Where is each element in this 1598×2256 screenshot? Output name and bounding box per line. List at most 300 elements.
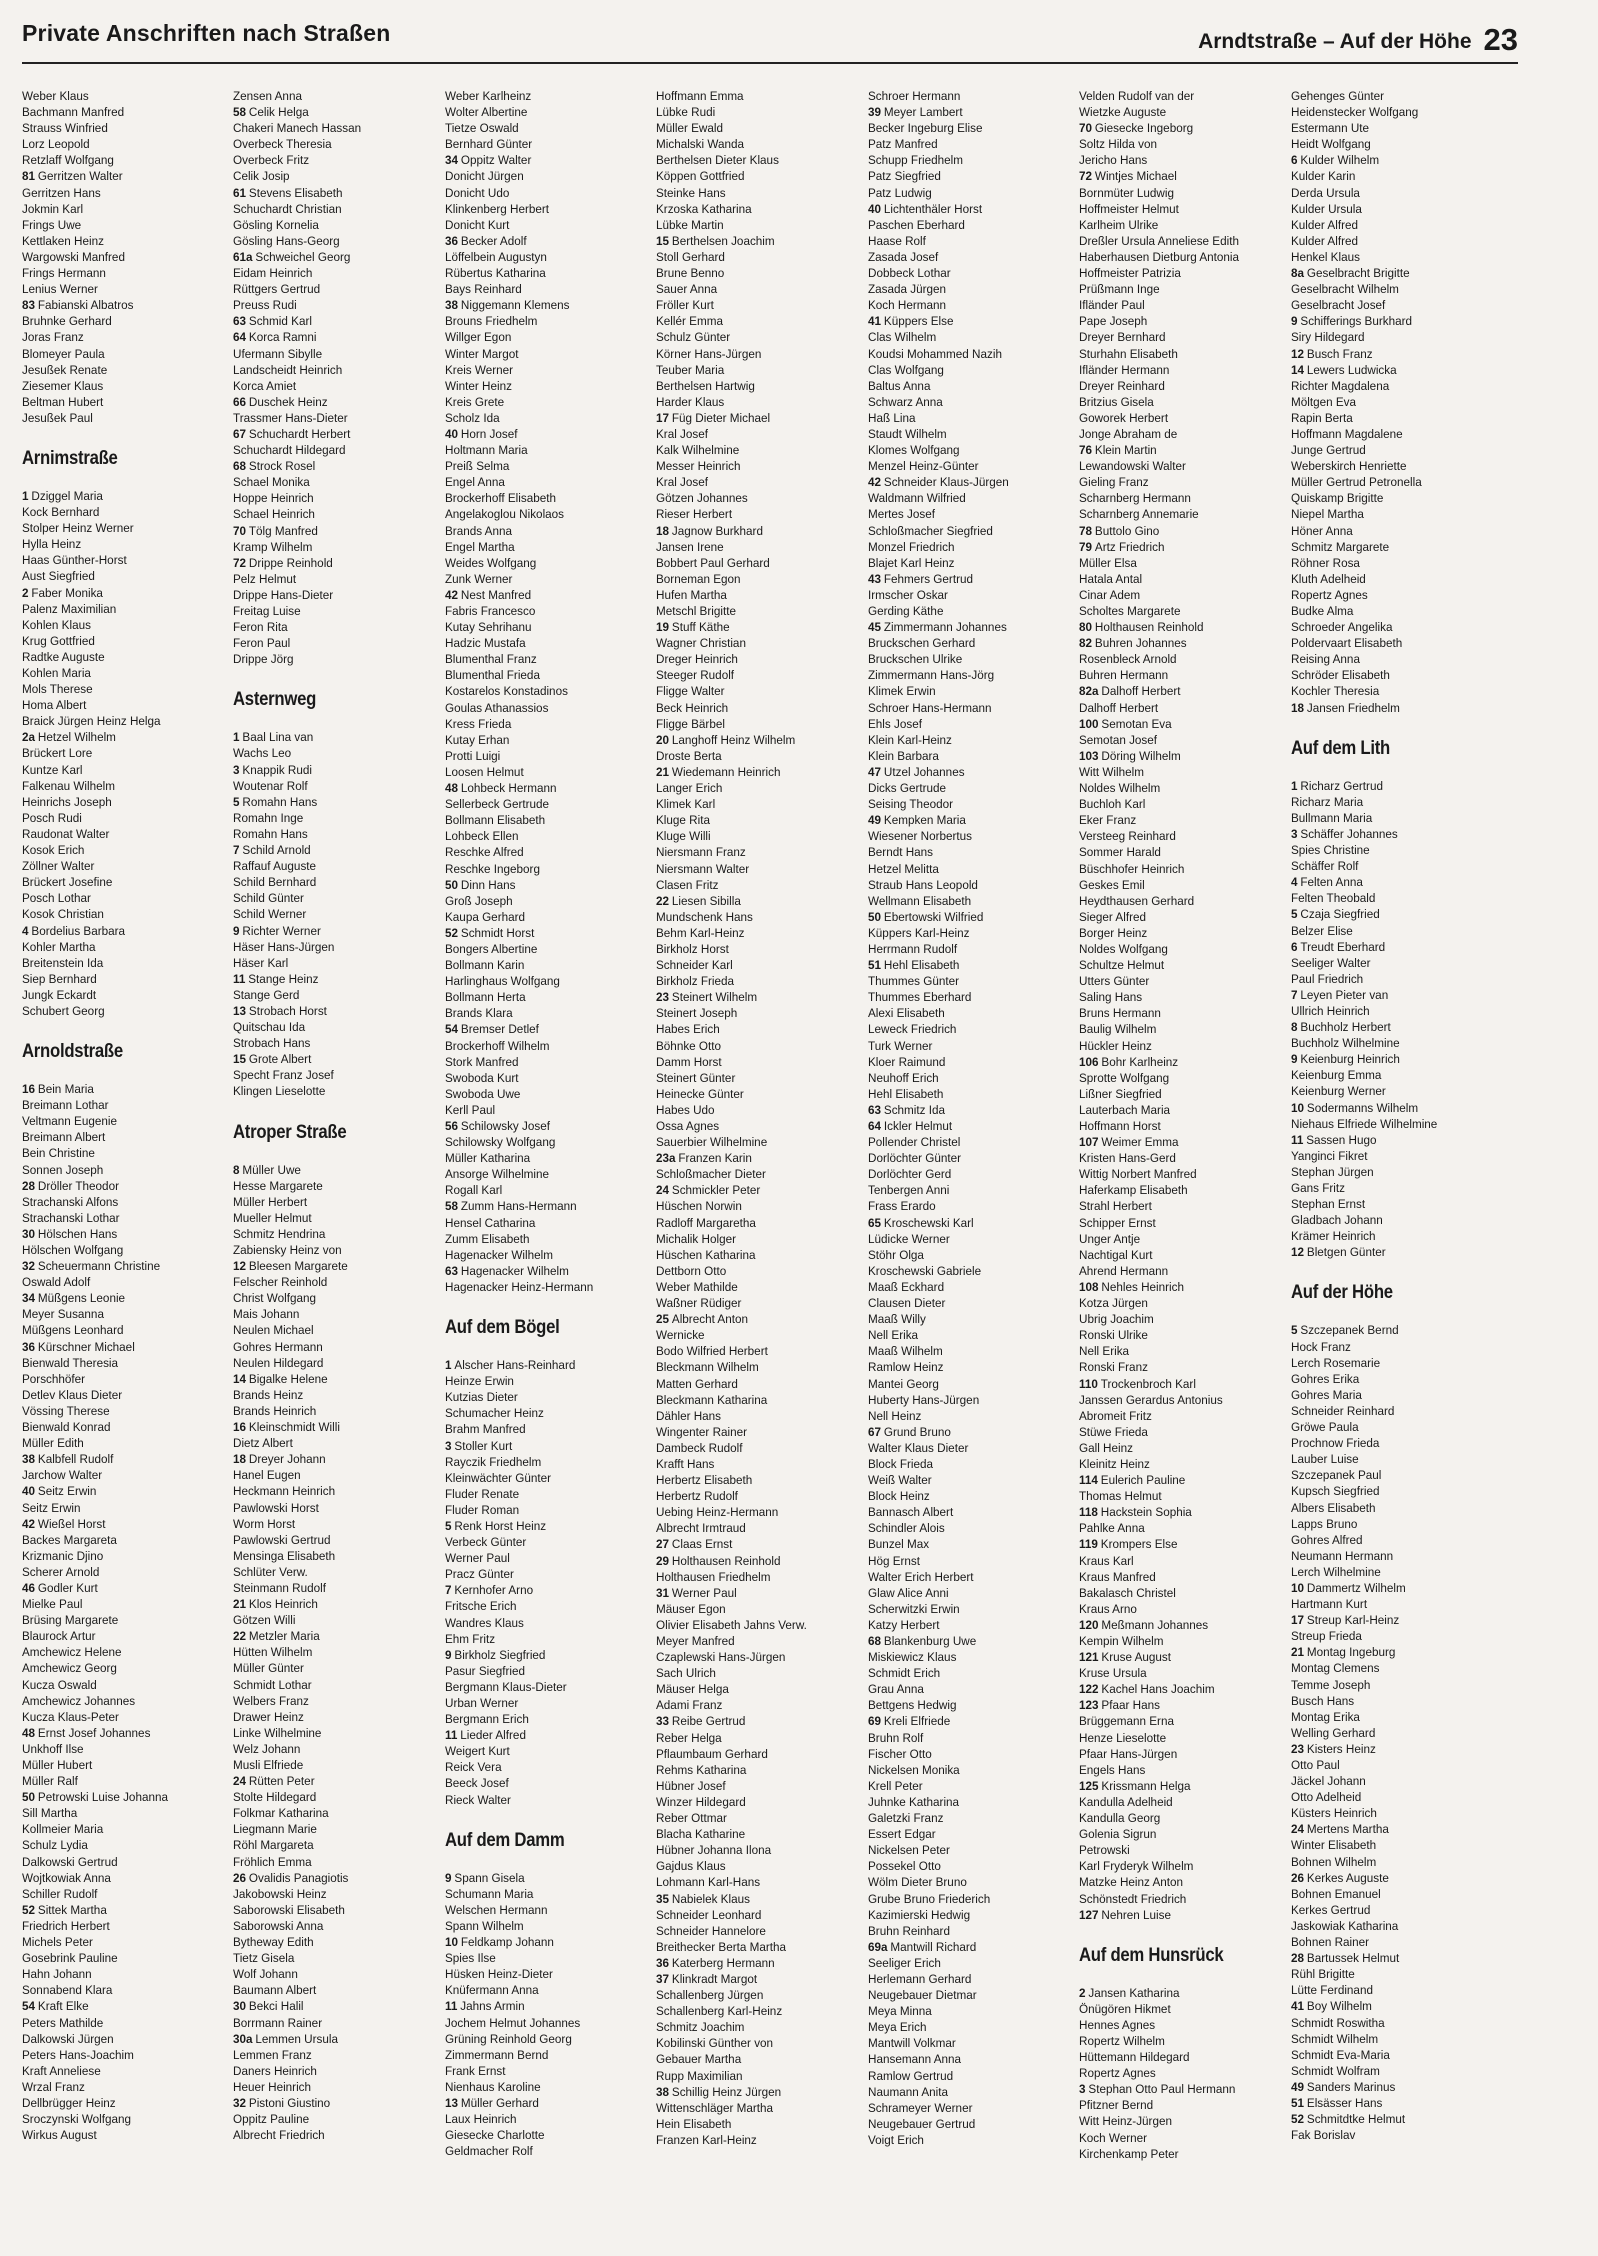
resident-entry xyxy=(1079,442,1279,458)
resident-entry xyxy=(233,826,433,842)
resident-name: Bachmann Manfred xyxy=(22,105,125,120)
resident-entry xyxy=(868,812,1068,828)
resident-name: Kraus Manfred xyxy=(1079,1569,1156,1584)
resident-entry xyxy=(22,794,222,810)
resident-name: Kellér Emma xyxy=(656,314,724,329)
resident-entry xyxy=(1291,1403,1491,1419)
resident-entry xyxy=(233,378,433,394)
resident-name: Turk Werner xyxy=(867,1038,933,1053)
resident-entry xyxy=(868,394,1068,410)
resident-name: Schmitz Hendrina xyxy=(233,1226,326,1241)
resident-entry xyxy=(1079,989,1279,1005)
resident-name: Worm Horst xyxy=(233,1516,296,1531)
resident-name: Bruckschen Gerhard xyxy=(867,636,975,651)
resident-entry xyxy=(445,651,645,667)
resident-name: Quiskamp Brigitte xyxy=(1290,491,1383,506)
resident-name: Staudt Wilhelm xyxy=(867,426,947,441)
resident-name: Rosenbleck Arnold xyxy=(1079,652,1177,667)
resident-entry xyxy=(1079,2113,1279,2129)
resident-entry xyxy=(1079,861,1279,877)
resident-entry xyxy=(656,394,856,410)
resident-entry xyxy=(1079,2033,1279,2049)
house-number: 50 xyxy=(867,909,881,924)
resident-entry xyxy=(22,1998,222,2014)
resident-name: Grau Anna xyxy=(867,1682,924,1697)
resident-name: Bohnen Rainer xyxy=(1290,1935,1369,1950)
house-number: 82 xyxy=(1079,636,1093,651)
house-number: 3 xyxy=(1079,2082,1086,2097)
resident-entry xyxy=(1291,700,1491,716)
resident-name: Ropertz Wilhelm xyxy=(1079,2033,1165,2048)
resident-entry xyxy=(656,136,856,152)
resident-entry xyxy=(656,362,856,378)
resident-entry xyxy=(1079,104,1279,120)
resident-name: Krizmanic Djino xyxy=(22,1548,104,1563)
resident-name: Neugebauer Gertrud xyxy=(867,2116,976,2131)
resident-name: Nell Erika xyxy=(1079,1344,1130,1359)
resident-name: Leweck Friedrich xyxy=(867,1022,957,1037)
resident-name: Fabianski Albatros xyxy=(37,298,134,313)
resident-entry xyxy=(656,474,856,490)
street-heading: Auf dem Bögel xyxy=(444,1317,560,1339)
resident-name: Holthausen Friedhelm xyxy=(656,1569,771,1584)
resident-name: Gans Fritz xyxy=(1290,1181,1345,1195)
resident-entry xyxy=(445,2047,645,2063)
resident-entry xyxy=(233,2127,433,2143)
house-number: 114 xyxy=(1079,1473,1098,1488)
resident-name: Seeliger Walter xyxy=(1290,955,1371,970)
resident-entry xyxy=(1291,794,1491,810)
street-heading: Asternweg xyxy=(233,689,317,711)
resident-name: Wellmann Elisabeth xyxy=(867,893,971,908)
resident-name: Hansemann Anna xyxy=(867,2052,961,2067)
resident-entry xyxy=(656,1874,856,1890)
resident-entry xyxy=(1079,1504,1279,1520)
resident-name: Strahl Herbert xyxy=(1079,1199,1152,1214)
resident-entry xyxy=(868,1504,1068,1520)
house-number: 50 xyxy=(22,1790,36,1805)
resident-name: Utters Günter xyxy=(1079,974,1150,989)
resident-name: Breithecker Berta Martha xyxy=(656,1939,787,1954)
resident-name: Dalkowski Jürgen xyxy=(22,2031,114,2046)
resident-entry xyxy=(1291,1451,1491,1467)
resident-name: Höner Anna xyxy=(1290,523,1353,538)
resident-name: Nachtigal Kurt xyxy=(1079,1247,1153,1262)
resident-name: Saborowski Anna xyxy=(233,1918,324,1933)
resident-name: Schmidt Lothar xyxy=(233,1677,313,1692)
resident-entry xyxy=(233,1242,433,1258)
resident-name: Steeger Rudolf xyxy=(656,668,735,683)
resident-name: Kucza Klaus-Peter xyxy=(22,1709,119,1724)
resident-entry xyxy=(1079,1472,1279,1488)
resident-name: Ramlow Heinz xyxy=(867,1360,944,1375)
resident-name: Bienwald Konrad xyxy=(22,1420,111,1435)
resident-name: Wargowski Manfred xyxy=(22,249,125,264)
resident-entry xyxy=(656,619,856,635)
resident-entry xyxy=(1291,523,1491,539)
directory-columns xyxy=(22,88,1502,2228)
resident-name: Stork Manfred xyxy=(444,1054,519,1069)
resident-name: Mundschenk Hans xyxy=(656,909,754,924)
resident-entry xyxy=(1079,2017,1279,2033)
resident-entry xyxy=(1291,104,1491,120)
resident-entry xyxy=(233,874,433,890)
resident-name: Gösling Hans-Georg xyxy=(233,233,341,248)
resident-name: Pasur Siegfried xyxy=(444,1663,525,1678)
resident-entry xyxy=(1079,1520,1279,1536)
resident-entry xyxy=(445,313,645,329)
resident-name: Zimmermann Bernd xyxy=(444,2047,549,2062)
resident-entry xyxy=(22,810,222,826)
resident-entry xyxy=(1291,1725,1491,1741)
house-number: 52 xyxy=(22,1902,36,1917)
resident-name: Straub Hans Leopold xyxy=(867,877,978,892)
resident-entry xyxy=(1079,619,1279,635)
resident-entry xyxy=(1079,812,1279,828)
house-number: 3 xyxy=(1290,826,1298,841)
resident-entry xyxy=(445,1759,645,1775)
resident-name: Albers Elisabeth xyxy=(1290,1500,1376,1515)
resident-entry xyxy=(1079,1810,1279,1826)
resident-entry xyxy=(233,1837,433,1853)
resident-name: Groß Joseph xyxy=(444,893,513,908)
resident-name: Kochler Theresia xyxy=(1290,684,1379,699)
resident-entry xyxy=(445,362,645,378)
resident-name: Sellerbeck Gertrude xyxy=(444,797,549,812)
resident-name: Lohbeck Ellen xyxy=(444,829,519,844)
resident-entry xyxy=(233,394,433,410)
resident-name: Buhren Hermann xyxy=(1079,668,1169,683)
street-group xyxy=(1079,1945,1287,2162)
resident-name: Meyer Manfred xyxy=(656,1634,735,1648)
resident-entry xyxy=(445,1502,645,1518)
resident-name: Montag Erika xyxy=(1290,1709,1360,1724)
resident-name: Stuff Käthe xyxy=(672,620,730,635)
house-number: 83 xyxy=(22,298,36,313)
resident-entry xyxy=(445,346,645,362)
resident-name: Bleesen Margarete xyxy=(249,1259,349,1274)
resident-entry xyxy=(656,442,856,458)
resident-name: Schiller Rudolf xyxy=(22,1886,98,1901)
resident-entry xyxy=(1291,1116,1491,1132)
resident-name: Hüschen Norwin xyxy=(656,1199,743,1214)
house-number: 69 xyxy=(867,1714,881,1729)
resident-entry xyxy=(1291,410,1491,426)
street-group xyxy=(22,88,230,426)
resident-name: Herrmann Rudolf xyxy=(867,941,957,956)
resident-entry xyxy=(1291,1805,1491,1821)
resident-name: Paschen Eberhard xyxy=(867,217,965,232)
resident-entry xyxy=(22,152,222,168)
resident-entry xyxy=(868,1874,1068,1890)
resident-entry xyxy=(445,1215,645,1231)
resident-entry xyxy=(445,152,645,168)
resident-name: Fluder Roman xyxy=(444,1502,519,1517)
resident-entry xyxy=(656,490,856,506)
resident-name: Unger Antje xyxy=(1079,1231,1141,1246)
house-number: 21 xyxy=(233,1597,247,1612)
resident-name: Posch Rudi xyxy=(22,810,82,825)
resident-name: Kleinwächter Günter xyxy=(444,1470,551,1485)
resident-name: Önügören Hikmet xyxy=(1079,2001,1171,2016)
resident-entry xyxy=(445,1021,645,1037)
resident-name: Keienburg Werner xyxy=(1290,1084,1386,1099)
house-number: 119 xyxy=(1079,1537,1098,1552)
resident-name: Krafft Hans xyxy=(656,1456,715,1471)
resident-name: Matzke Heinz Anton xyxy=(1079,1875,1184,1890)
resident-entry xyxy=(22,1003,222,1019)
resident-name: Sanders Marinus xyxy=(1306,2079,1395,2094)
resident-name: Kirchenkamp Peter xyxy=(1079,2146,1179,2161)
resident-name: Lauterbach Maria xyxy=(1079,1102,1171,1117)
resident-name: Hagenacker Wilhelm xyxy=(444,1247,553,1262)
resident-entry xyxy=(1079,587,1279,603)
resident-entry xyxy=(445,764,645,780)
resident-entry xyxy=(233,281,433,297)
resident-entry xyxy=(1291,810,1491,826)
resident-name: Montag Ingeburg xyxy=(1306,1645,1395,1660)
resident-entry xyxy=(1291,971,1491,987)
house-number: 7 xyxy=(444,1583,452,1598)
resident-name: Bernhard Günter xyxy=(444,137,533,152)
resident-entry xyxy=(1079,1198,1279,1214)
resident-name: Keienburg Heinrich xyxy=(1299,1052,1400,1067)
resident-entry xyxy=(233,1966,433,1982)
resident-entry xyxy=(868,1585,1068,1601)
resident-entry xyxy=(445,1357,645,1373)
resident-name: Loosen Helmut xyxy=(444,764,524,779)
resident-entry xyxy=(22,1902,222,1918)
resident-name: Strachanski Lothar xyxy=(22,1210,120,1225)
resident-entry xyxy=(656,909,856,925)
resident-name: Schäffer Johannes xyxy=(1299,826,1398,841)
resident-name: Beeck Josef xyxy=(444,1776,509,1791)
resident-entry xyxy=(22,1612,222,1628)
resident-name: Jungk Eckardt xyxy=(22,987,97,1002)
house-number: 46 xyxy=(22,1580,36,1595)
resident-entry xyxy=(656,635,856,651)
resident-entry xyxy=(22,971,222,987)
resident-name: Breitenstein Ida xyxy=(22,955,104,970)
resident-entry xyxy=(22,601,222,617)
resident-entry xyxy=(445,1182,645,1198)
resident-entry xyxy=(656,796,856,812)
resident-entry xyxy=(1291,987,1491,1003)
resident-name: Amchewicz Georg xyxy=(22,1661,117,1676)
resident-name: Buchloh Karl xyxy=(1079,797,1146,812)
house-number: 49 xyxy=(867,813,881,828)
resident-name: Becker Adolf xyxy=(460,233,527,248)
resident-name: Schroer Hans-Hermann xyxy=(867,700,992,715)
resident-name: Kachel Hans Joachim xyxy=(1101,1682,1215,1697)
resident-name: Götzen Willi xyxy=(233,1613,296,1628)
resident-entry xyxy=(1291,1773,1491,1789)
resident-name: Maaß Willy xyxy=(867,1312,926,1327)
resident-entry xyxy=(22,329,222,345)
resident-name: Schneider Klaus-Jürgen xyxy=(883,475,1009,490)
resident-name: Drippe Reinhold xyxy=(249,555,334,570)
resident-entry xyxy=(1079,474,1279,490)
resident-entry xyxy=(656,2019,856,2035)
resident-entry xyxy=(233,490,433,506)
resident-name: Lübke Rudi xyxy=(656,105,716,120)
resident-entry xyxy=(233,939,433,955)
resident-entry xyxy=(233,1886,433,1902)
resident-entry xyxy=(868,1617,1068,1633)
house-number: 13 xyxy=(233,1003,247,1018)
resident-entry xyxy=(1079,1891,1279,1907)
resident-name: Schultze Helmut xyxy=(1079,958,1165,973)
resident-entry xyxy=(656,1697,856,1713)
resident-name: Treudt Eberhard xyxy=(1299,939,1385,954)
resident-entry xyxy=(22,1113,222,1129)
resident-name: Schael Monika xyxy=(233,475,311,490)
resident-entry xyxy=(868,281,1068,297)
resident-entry xyxy=(1079,523,1279,539)
resident-entry xyxy=(656,1488,856,1504)
house-number: 47 xyxy=(867,764,881,779)
resident-name: Metschl Brigitte xyxy=(656,604,737,618)
house-number: 63 xyxy=(867,1102,881,1117)
resident-entry xyxy=(22,1709,222,1725)
resident-entry xyxy=(445,1005,645,1021)
resident-name: Dreßler Ursula Anneliese Edith xyxy=(1079,233,1240,248)
resident-entry xyxy=(868,1472,1068,1488)
resident-name: Kleinitz Heinz xyxy=(1079,1456,1150,1471)
house-number: 1 xyxy=(22,488,29,503)
resident-entry xyxy=(1291,1228,1491,1244)
resident-name: Versteeg Reinhard xyxy=(1079,829,1177,844)
resident-entry xyxy=(868,877,1068,893)
resident-entry xyxy=(22,842,222,858)
resident-entry xyxy=(233,1419,433,1435)
resident-entry xyxy=(1291,152,1491,168)
resident-entry xyxy=(1291,2079,1491,2095)
resident-name: Schmitz Joachim xyxy=(656,2020,745,2035)
resident-name: Jericho Hans xyxy=(1079,153,1148,168)
resident-name: Kohlen Maria xyxy=(22,666,91,680)
resident-name: Blumenthal Frieda xyxy=(444,668,540,683)
resident-entry xyxy=(1291,1548,1491,1564)
resident-name: Müller Ewald xyxy=(656,121,724,136)
resident-entry xyxy=(1079,1021,1279,1037)
resident-entry xyxy=(233,152,433,168)
resident-name: Dreger Heinrich xyxy=(656,652,739,667)
resident-name: Niepel Martha xyxy=(1290,507,1364,522)
resident-name: Scherwitzki Erwin xyxy=(867,1601,960,1616)
resident-name: Oppitz Pauline xyxy=(233,2112,310,2127)
house-number: 67 xyxy=(233,426,247,441)
resident-name: Teuber Maria xyxy=(656,362,725,377)
resident-name: Otto Paul xyxy=(1290,1758,1340,1772)
resident-entry xyxy=(1079,635,1279,651)
resident-name: Strachanski Alfons xyxy=(22,1194,119,1209)
resident-name: Bergmann Klaus-Dieter xyxy=(444,1679,567,1694)
resident-entry xyxy=(233,1950,433,1966)
resident-entry xyxy=(656,1134,856,1150)
resident-entry xyxy=(868,2084,1068,2100)
resident-name: Kandulla Adelheid xyxy=(1079,1794,1173,1809)
resident-entry xyxy=(445,1054,645,1070)
house-number: 39 xyxy=(867,105,881,120)
resident-name: Herlemann Gerhard xyxy=(867,1971,972,1986)
resident-entry xyxy=(445,2031,645,2047)
resident-entry xyxy=(233,1483,433,1499)
resident-entry xyxy=(233,1757,433,1773)
resident-name: Saling Hans xyxy=(1079,990,1143,1005)
house-number: 38 xyxy=(444,298,458,313)
resident-name: Döring Wilhelm xyxy=(1101,748,1181,763)
resident-entry xyxy=(1291,555,1491,571)
resident-name: Swoboda Uwe xyxy=(444,1086,521,1101)
resident-entry xyxy=(22,1178,222,1194)
resident-name: Sommer Harald xyxy=(1079,845,1162,860)
house-number: 15 xyxy=(233,1052,247,1067)
resident-entry xyxy=(1291,1628,1491,1644)
resident-name: Brune Benno xyxy=(656,266,725,281)
resident-name: Strauss Winfried xyxy=(22,121,108,136)
resident-name: Tietze Oswald xyxy=(444,121,519,136)
resident-entry xyxy=(656,1070,856,1086)
resident-name: Stephan Jürgen xyxy=(1290,1164,1374,1179)
resident-entry xyxy=(22,1789,222,1805)
resident-name: Braick Jürgen Heinz Helga xyxy=(22,714,161,729)
resident-name: Küppers Else xyxy=(883,314,954,329)
resident-entry xyxy=(1079,1553,1279,1569)
resident-name: Buchholz Wilhelmine xyxy=(1290,1036,1400,1051)
resident-name: Ufermann Sibylle xyxy=(233,346,323,361)
resident-entry xyxy=(445,523,645,539)
resident-entry xyxy=(445,410,645,426)
resident-entry xyxy=(233,1612,433,1628)
resident-entry xyxy=(233,955,433,971)
resident-entry xyxy=(868,442,1068,458)
resident-entry xyxy=(656,233,856,249)
resident-name: Weiß Walter xyxy=(867,1473,932,1488)
resident-name: Kotza Jürgen xyxy=(1079,1296,1149,1311)
resident-name: Zunk Werner xyxy=(444,571,513,586)
resident-entry xyxy=(656,249,856,265)
resident-name: Koch Hermann xyxy=(867,298,946,313)
resident-entry xyxy=(868,1086,1068,1102)
resident-entry xyxy=(868,1826,1068,1842)
resident-name: Quitschau Ida xyxy=(233,1020,306,1035)
resident-entry xyxy=(22,185,222,201)
resident-name: Mensinga Elisabeth xyxy=(233,1548,336,1563)
resident-name: Unkhoff Ilse xyxy=(22,1741,84,1756)
resident-name: Röhner Rosa xyxy=(1290,555,1360,570)
resident-entry xyxy=(868,2116,1068,2132)
resident-entry xyxy=(445,249,645,265)
resident-name: Donicht Kurt xyxy=(444,217,510,232)
resident-name: Kutay Erhan xyxy=(444,732,510,747)
resident-entry xyxy=(868,185,1068,201)
resident-entry xyxy=(1079,683,1279,699)
resident-name: Kreis Werner xyxy=(444,362,513,377)
resident-name: Borger Heinz xyxy=(1079,925,1148,940)
house-number: 42 xyxy=(867,475,881,490)
resident-name: Franzen Karl-Heinz xyxy=(656,2132,758,2147)
resident-name: Kramp Wilhelm xyxy=(233,539,313,554)
resident-name: Dähler Hans xyxy=(656,1408,722,1423)
resident-name: Klinkradt Margot xyxy=(672,1971,758,1986)
resident-entry xyxy=(22,136,222,152)
resident-name: Fligge Bärbel xyxy=(656,716,726,731)
resident-name: Ifländer Hermann xyxy=(1079,362,1170,377)
house-number: 122 xyxy=(1079,1682,1099,1697)
resident-entry xyxy=(445,1966,645,1982)
resident-name: Hagenacker Wilhelm xyxy=(460,1263,569,1278)
